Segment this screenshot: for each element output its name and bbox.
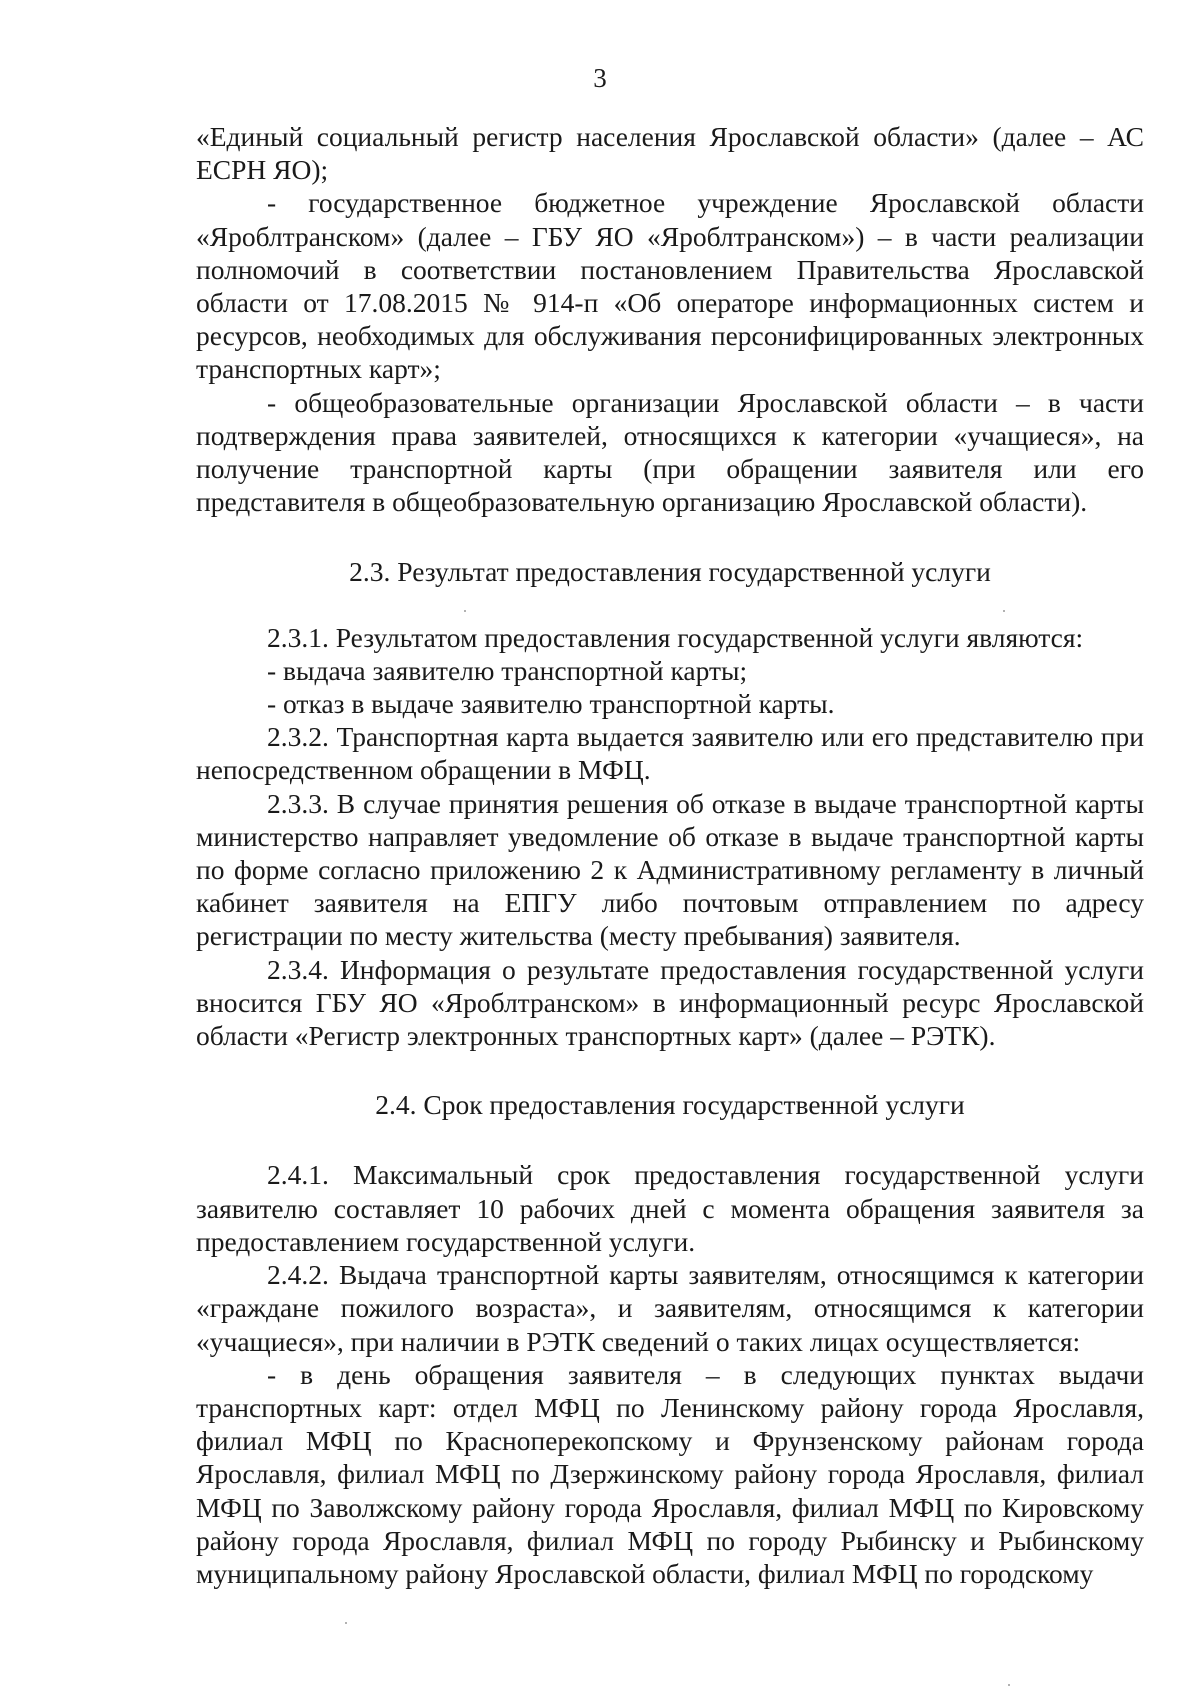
scan-speck xyxy=(345,1622,347,1624)
scan-speck xyxy=(1008,1684,1010,1686)
paragraph: 2.4.2. Выдача транспортной карты заявителям, относящимся к категории «граждане пожилого возраста», и заявителям, относящимся к категории «учащиеся», при наличии в РЭТК сведений о таких лицах осуществляется: xyxy=(196,1259,1144,1357)
list-item: - отказ в выдаче заявителю транспортной карты. xyxy=(267,688,835,720)
scan-speck xyxy=(1003,610,1005,612)
list-item: - в день обращения заявителя – в следующих пунктах выдачи транспортных карт: отдел МФЦ по Ленинскому району города Ярославля, филиал МФЦ по Красноперекопскому и Фрунзенскому районам города Ярославля, филиал МФЦ по Дзержинскому району города Ярославля, филиал МФЦ по Заволжскому району города Ярославля, филиал МФЦ по Кировскому району города Ярославля, филиал МФЦ по городу Рыбинску и Рыбинскому муниципальному району Ярославской области, филиал МФЦ по городскому xyxy=(196,1358,1144,1589)
paragraph: 2.4.1. Максимальный срок предоставления государственной услуги заявителю составляет 10 рабочих дней с момента обращения заявителя за предоставлением государственной услуги. xyxy=(196,1159,1144,1257)
paragraph: «Единый социальный регистр населения Ярославской области» (далее – АС ЕСРН ЯО); xyxy=(196,121,1144,186)
paragraph: 2.3.1. Результатом предоставления государственной услуги являются: xyxy=(267,621,1084,653)
list-item: - государственное бюджетное учреждение Ярославской области «Яроблтранском» (далее – ГБУ ЯО «Яроблтранском») – в части реализации полномочий в соответствии постановлением Правительства Ярославской области от 17.08.2015 № 914-п «Об операторе информационных систем и ресурсов, необходимых для обслуживания персонифицированных электронных транспортных карт»; xyxy=(196,187,1144,385)
paragraph: 2.3.4. Информация о результате предоставления государственной услуги вносится ГБУ ЯО «Яроблтранском» в информационный ресурс Ярославской области «Регистр электронных транспортных карт» (далее – РЭТК). xyxy=(196,953,1144,1052)
section-heading-2-4: 2.4. Срок предоставления государственной услуги xyxy=(375,1089,965,1121)
paragraph: 2.3.2. Транспортная карта выдается заявителю или его представителю при непосредственном обращении в МФЦ. xyxy=(196,721,1144,786)
page-body xyxy=(196,120,1144,1590)
list-item: - выдача заявителю транспортной карты; xyxy=(267,654,748,686)
scan-speck xyxy=(464,610,466,612)
page-number: 3 xyxy=(593,63,607,93)
list-item: - общеобразовательные организации Ярославской области – в части подтверждения права заявителей, относящихся к категории «учащиеся», на получение транспортной карты (при обращении заявителя или его представителя в общеобразовательную организацию Ярославской области). xyxy=(196,386,1144,518)
section-heading-2-3: 2.3. Результат предоставления государственной услуги xyxy=(349,556,991,588)
paragraph: 2.3.3. В случае принятия решения об отказе в выдаче транспортной карты министерство направляет уведомление об отказе в выдаче транспортной карты по форме согласно приложению 2 к Административному регламенту в личный кабинет заявителя на ЕПГУ либо почтовым отправлением по адресу регистрации по месту жительства (месту пребывания) заявителя. xyxy=(196,787,1144,952)
